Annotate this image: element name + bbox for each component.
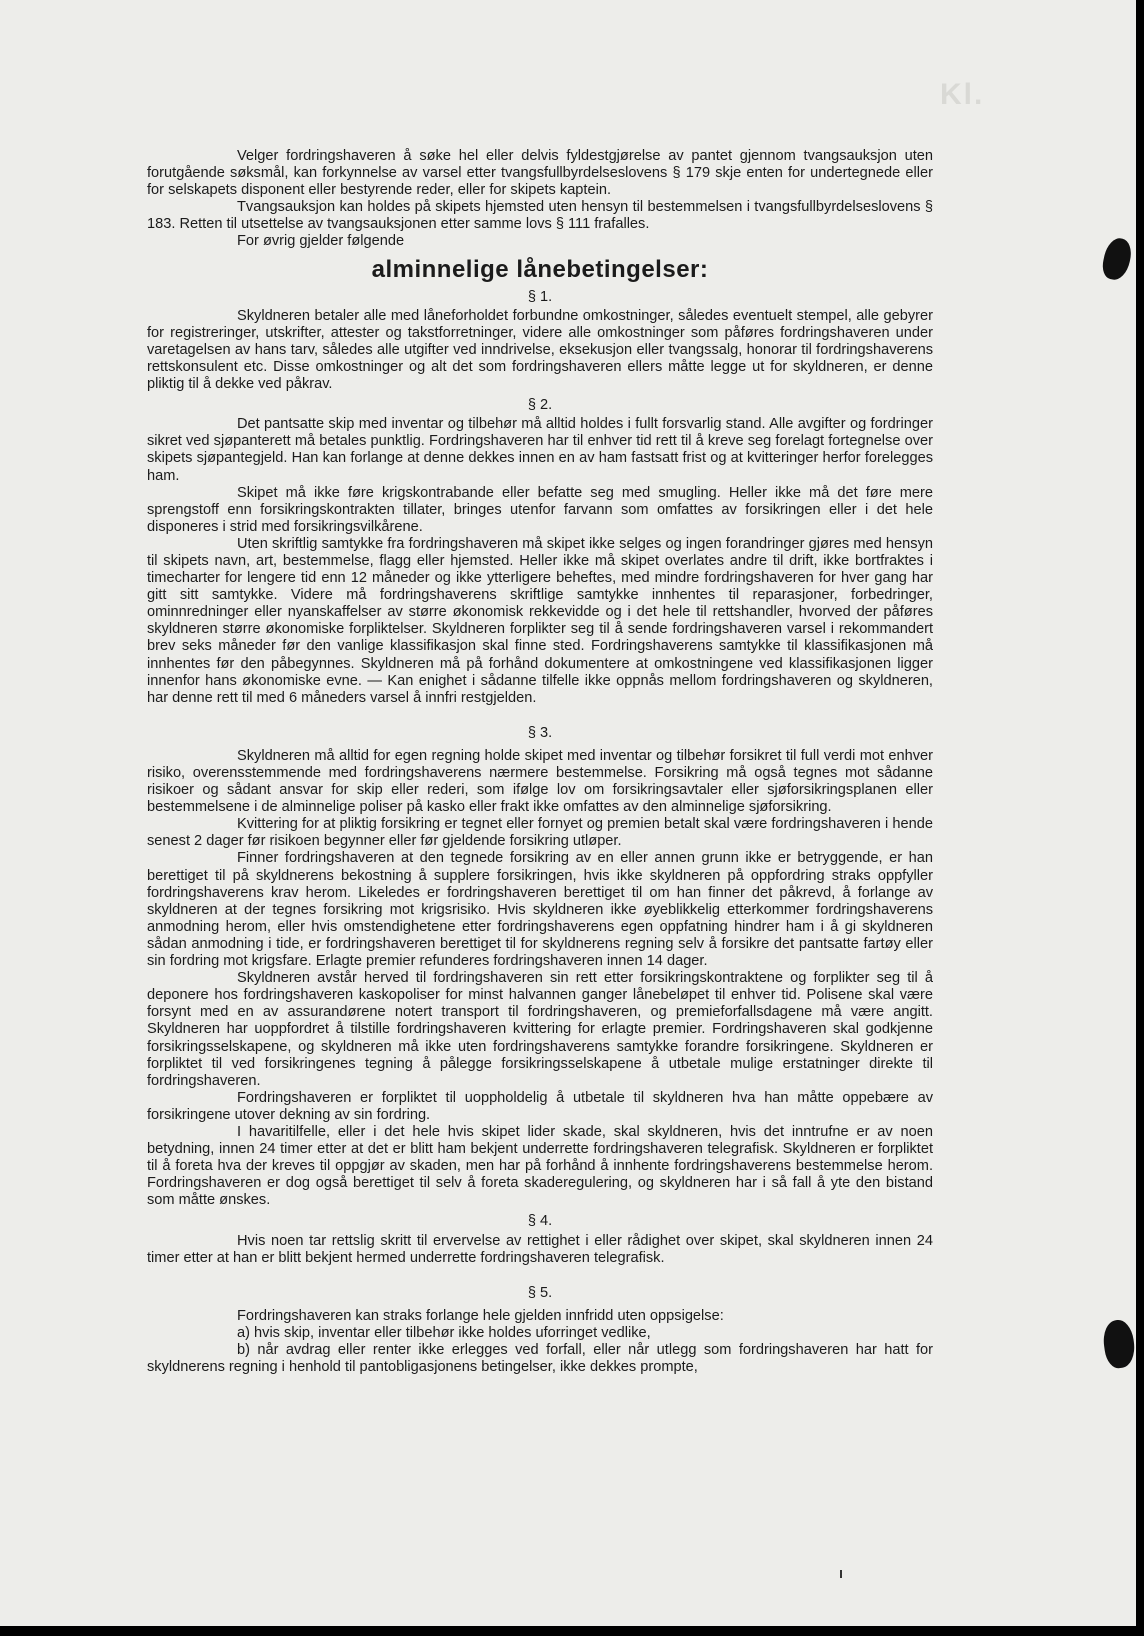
section-paragraph: Fordringshaveren kan straks forlange hele gjelden innfridd uten oppsigelse:: [237, 1307, 724, 1324]
section-mark-1: § 1.: [527, 288, 553, 305]
section-paragraph: Skipet må ikke føre krigskontrabande eller befatte seg med smugling. Heller ikke må det føre mere sprengstoff enn forsikringskontrakten tillater, bringes utenfor farvann som omfattes av forsikringen eller i det hele disponeres i strid med forsikringsvilkårene.: [147, 484, 933, 535]
section-paragraph: Uten skriftlig samtykke fra fordringshaveren må skipet ikke selges og ingen forandringer gjøres med hensyn til skipets navn, art, bestemmelse, flagg eller hjemsted. Heller ikke må skipet overlates andre til drift, ikke bortfraktes i timecharter for lengere tid enn 12 måneder og ikke ytterligere beheftes, med mindre fordringshaveren for hver gang har gitt sitt samtykke. Videre må fordringshaverens skriftlige samtykke innhentes til reparasjoner, forbedringer, ominnredninger eller nyanskaffelser av større økonomisk rekkevidde og i det hele til rettshandler, hvorved der påføres skyldneren større økonomiske forpliktelser. Skyldneren forplikter seg til å sende fordringshaveren varsel i rekommandert brev seks måneder før den vanlige klassifikasjon skal finne sted. Fordringshaverens samtykke til klassifikasjonen må innhentes før den påbegynnes. Skyldneren må på forhånd dokumentere at omkostningene ved klassifikasjonen ligger innenfor hans økonomiske evne. — Kan enighet i sådanne tilfelle ikke oppnås mellom fordringshaveren og skyldneren, har denne rett til med 6 måneders varsel å innfri restgjelden.: [147, 535, 933, 706]
page-mark: [840, 1570, 842, 1578]
section-paragraph: Skyldneren må alltid for egen regning holde skipet med inventar og tilbehør forsikret til full verdi mot enhver risiko, overensstemmende med fordringshaverens nærmere bestemmelse. Forsikring må også tegnes mot sådanne risikoer og sådant ansvar for skip eller rederi, som ifølge lov om forsikringsavtaler eller sjøforsikringsplanen eller bestemmelsene i de alminnelige poliser på kasko eller frakt ikke omfattes av den alminnelige sjøforsikring.: [147, 747, 933, 816]
section-mark-4: § 4.: [527, 1213, 553, 1230]
section-mark-2: § 2.: [527, 397, 553, 414]
document-body: [147, 148, 933, 1376]
intro-paragraph: Velger fordringshaveren å søke hel eller delvis fyldestgjørelse av pantet gjennom tvangsauksjon uten forutgående søksmål, kan forkynnelse av varsel etter tvangsfullbyrdelseslovens § 179 skje enten for undertegnede eller for selskapets disponent eller bestyrende reder, eller for skipets kaptein.: [147, 148, 933, 199]
section-mark-3: § 3.: [527, 724, 553, 741]
punch-hole-top: [1100, 236, 1134, 282]
intro-paragraph: For øvrig gjelder følgende: [237, 233, 405, 250]
section-paragraph: Det pantsatte skip med inventar og tilbehør må alltid holdes i fullt forsvarlig stand. Alle avgifter og fordringer sikret ved sjøpanterett må betales punktlig. Fordringshaveren har til enhver tid rett til å kreve seg forelagt fortegnelse over skipets sjøpantegjeld. Han kan forlange at denne dekkes innen en av ham fastsatt frist og at kvitteringer herfor forelegges ham.: [147, 416, 933, 484]
section-paragraph: Skyldneren avstår herved til fordringshaveren sin rett etter forsikringskontraktene og forplikter seg til å deponere hos fordringshaveren kaskopoliser for minst halvannen ganger lånebeløpet til enhver tid. Polisene skal være forsynt med en av assurandørene notert transport til fordringshaveren, og premieforfallsdagene må være angitt. Skyldneren har uoppfordret å tilstille fordringshaveren kvittering for erlagte premier. Fordringshaveren skal godkjenne forsikringsselskapene, og skyldneren må ikke uten fordringshaverens samtykke forandre forsikringene. Skyldneren er forpliktet til ved forsikringenes tegning å pålegge forsikringsselskapene å utbetale mulige erstatninger direkte til fordringshaveren.: [147, 970, 933, 1089]
section-paragraph: Fordringshaveren er forpliktet til uoppholdelig å utbetale til skyldneren hva han måtte oppebære av forsikringene utover dekning av sin fordring.: [147, 1089, 933, 1123]
terms-heading: alminnelige lånebetingelser:: [371, 255, 709, 283]
section-paragraph: Hvis noen tar rettslig skritt til ervervelse av rettighet i eller rådighet over skipet, skal skyldneren innen 24 timer etter at han er blitt bekjent hermed underrette fordringshaveren telegrafisk.: [147, 1232, 933, 1266]
intro-paragraph: Tvangsauksjon kan holdes på skipets hjemsted uten hensyn til bestemmelsen i tvangsfullbyrdelseslovens § 183. Retten til utsettelse av tvangsauksjonen etter samme lovs § 111 frafalles.: [147, 199, 933, 233]
section-mark-5: § 5.: [527, 1284, 553, 1301]
section-paragraph: Kvittering for at pliktig forsikring er tegnet eller fornyet og premien betalt skal være fordringshaveren i hende senest 2 dager før risikoen begynner eller før gjeldende forsikring utløper.: [147, 816, 933, 850]
faded-header-bleed: Kl.: [940, 78, 985, 111]
list-item-b: b) når avdrag eller renter ikke erlegges ved forfall, eller når utlegg som fordringshaveren har hatt for skyldnerens regning i henhold til pantobligasjonens betingelser, ikke dekkes prompte,: [147, 1342, 933, 1376]
list-item-a: a) hvis skip, inventar eller tilbehør ikke holdes uforringet vedlike,: [237, 1324, 651, 1341]
section-paragraph: Skyldneren betaler alle med låneforholdet forbundne omkostninger, således eventuelt stempel, alle gebyrer for registreringer, utskrifter, attester og takstforretninger, videre alle omkostninger som påføres fordringshaveren under varetagelsen av hans tarv, således alle utgifter ved inndrivelse, eksekusjon eller tvangssalg, honorar til fordringshaverens rettskonsulent etc. Disse omkostninger og alt det som fordringshaveren ellers måtte legge ut for skyldneren, er denne pliktig til å dekke ved påkrav.: [147, 307, 933, 393]
section-paragraph: I havaritilfelle, eller i det hele hvis skipet lider skade, skal skyldneren, hvis det inntrufne er av noen betydning, innen 24 timer etter at det er blitt ham bekjent underrette fordringshaveren telegrafisk. Skyldneren er forpliktet til å foreta hva der kreves til oppgjør av skaden, men har på forhånd å innhente fordringshaverens bestemmelse herom. Fordringshaveren er dog også berettiget til selv å foreta skaderegulering, og skyldneren har i så fall å yte den bistand som måtte ønskes.: [147, 1123, 933, 1209]
section-paragraph: Finner fordringshaveren at den tegnede forsikring av en eller annen grunn ikke er betryggende, er han berettiget til på skyldnerens bekostning å supplere forsikringen, hvis ikke skyldneren på oppfordring straks oppfyller fordringshaverens krav herom. Likeledes er fordringshaveren berettiget til om han finner det påkrevd, å forlange av skyldneren at der tegnes forsikring mot krigsrisiko. Hvis skyldneren ikke øyeblikkelig etterkommer fordringshaverens anmodning herom, eller hvis omstendighetene etter fordringshaverens egen oppfatning hindrer ham i å gi skyldneren sådan anmodning i tide, er fordringshaveren berettiget til for skyldnerens regning selv å forsikre det pantsatte fartøy eller sin fordring mot krigsfare. Erlagte premier refunderes fordringshaveren innen 14 dager.: [147, 850, 933, 970]
punch-hole-bottom: [1101, 1318, 1136, 1370]
